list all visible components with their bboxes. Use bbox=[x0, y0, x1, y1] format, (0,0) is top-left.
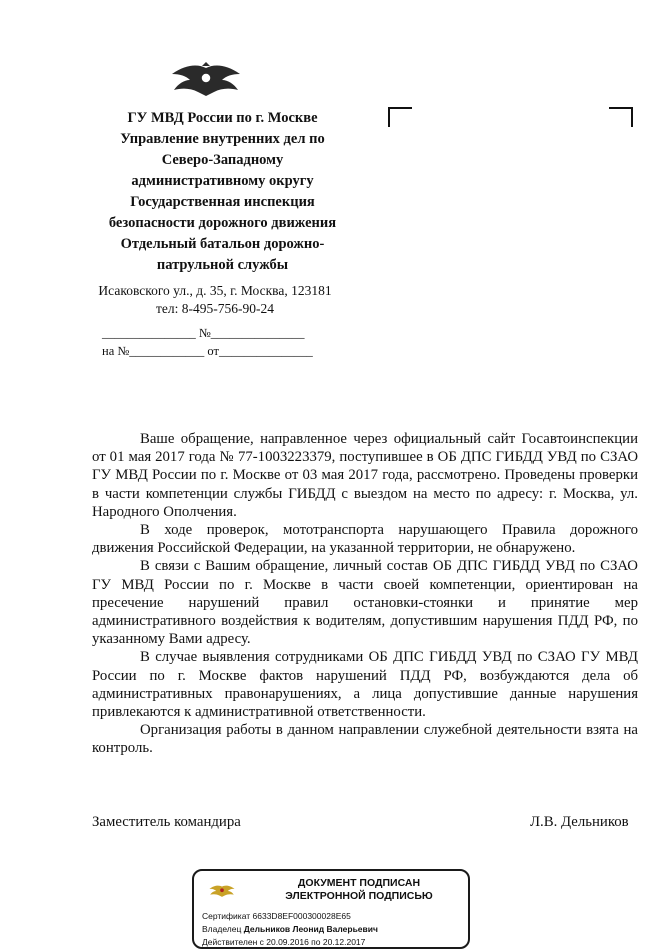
org-line: безопасности дорожного движения bbox=[108, 215, 337, 231]
registration-number-line: _______________ №_______________ bbox=[102, 326, 305, 340]
org-line: административному округу bbox=[131, 173, 314, 189]
stamp-title bbox=[254, 877, 464, 903]
stamp-validity bbox=[202, 937, 365, 947]
electronic-signature-stamp bbox=[192, 869, 470, 949]
stamp-valid-value: 20.09.2016 по 20.12.2017 bbox=[266, 937, 366, 947]
stamp-owner-value: Дельников Леонид Валерьевич bbox=[243, 924, 378, 934]
paragraph: В ходе проверок, мототранспорта нарушающего Правила дорожного движения Российской Федерации, на указанной территории, не обнаружено. bbox=[92, 522, 638, 557]
stamp-owner-label: Владелец bbox=[202, 924, 242, 934]
org-line: патрульной службы bbox=[156, 257, 289, 273]
org-line: Северо-Западному bbox=[161, 152, 284, 168]
org-line: Управление внутренних дел по bbox=[120, 131, 325, 147]
signatory-name: Л.В. Дельников bbox=[530, 814, 629, 830]
phone: тел: 8-495-756-90-24 bbox=[156, 301, 274, 316]
eagle-emblem-icon bbox=[168, 62, 244, 98]
address: Исаковского ул., д. 35, г. Москва, 123181 bbox=[98, 283, 332, 298]
paragraph: В случае выявления сотрудниками ОБ ДПС ГИБДД УВД по СЗАО ГУ МВД России по г. Москве фактов нарушений ПДД РФ, возбуждаются дела об административных правонарушениях, а лица допустившие данные нарушения привлекаются к административной ответственности. bbox=[92, 649, 638, 721]
recipient-frame-corner-right bbox=[609, 107, 633, 127]
signatory-title: Заместитель командира bbox=[92, 814, 241, 830]
stamp-valid-label: Действителен с bbox=[202, 937, 264, 947]
paragraph: Организация работы в данном направлении служебной деятельности взята на контроль. bbox=[92, 722, 638, 757]
organization-header bbox=[80, 108, 365, 276]
reference-number-line: на №____________ от_______________ bbox=[102, 344, 313, 358]
address-block bbox=[80, 282, 350, 318]
stamp-owner bbox=[202, 924, 378, 934]
stamp-title-line: ДОКУМЕНТ ПОДПИСАН bbox=[297, 877, 421, 889]
stamp-cert-label: Сертификат bbox=[202, 911, 251, 921]
stamp-title-line: ЭЛЕКТРОННОЙ ПОДПИСЬЮ bbox=[285, 890, 433, 902]
org-line: Отдельный батальон дорожно- bbox=[120, 236, 325, 252]
paragraph: В связи с Вашим обращение, личный состав ОБ ДПС ГИБДД УВД по СЗАО ГУ МВД России по г. Москве в части своей компетенции, ориентирован на пресечение нарушений правил остановки-стоянки и принятие мер административного воздействия к водителям, допустившим нарушения ПДД РФ, по указанному Вами адресу. bbox=[92, 558, 638, 648]
org-line: ГУ МВД России по г. Москве bbox=[127, 110, 318, 126]
letter-body bbox=[92, 430, 638, 758]
stamp-cert-value: 6633D8EF000300028E65 bbox=[252, 911, 351, 921]
paragraph: Ваше обращение, направленное через официальный сайт Госавтоинспекции от 01 мая 2017 года № 77-1003223379, поступившее в ОБ ДПС ГИБДД УВД по СЗАО ГУ МВД России по г. Москве от 03 мая 2017 года, рассмотрено. Проведены проверки в части компетенции службы ГИБДД с выездом на место по адресу: г. Москва, ул. Народного Ополчения. bbox=[92, 431, 638, 520]
eagle-emblem-icon bbox=[208, 877, 236, 905]
stamp-certificate bbox=[202, 911, 351, 921]
recipient-frame-corner-left bbox=[388, 107, 412, 127]
org-line: Государственная инспекция bbox=[130, 194, 315, 210]
